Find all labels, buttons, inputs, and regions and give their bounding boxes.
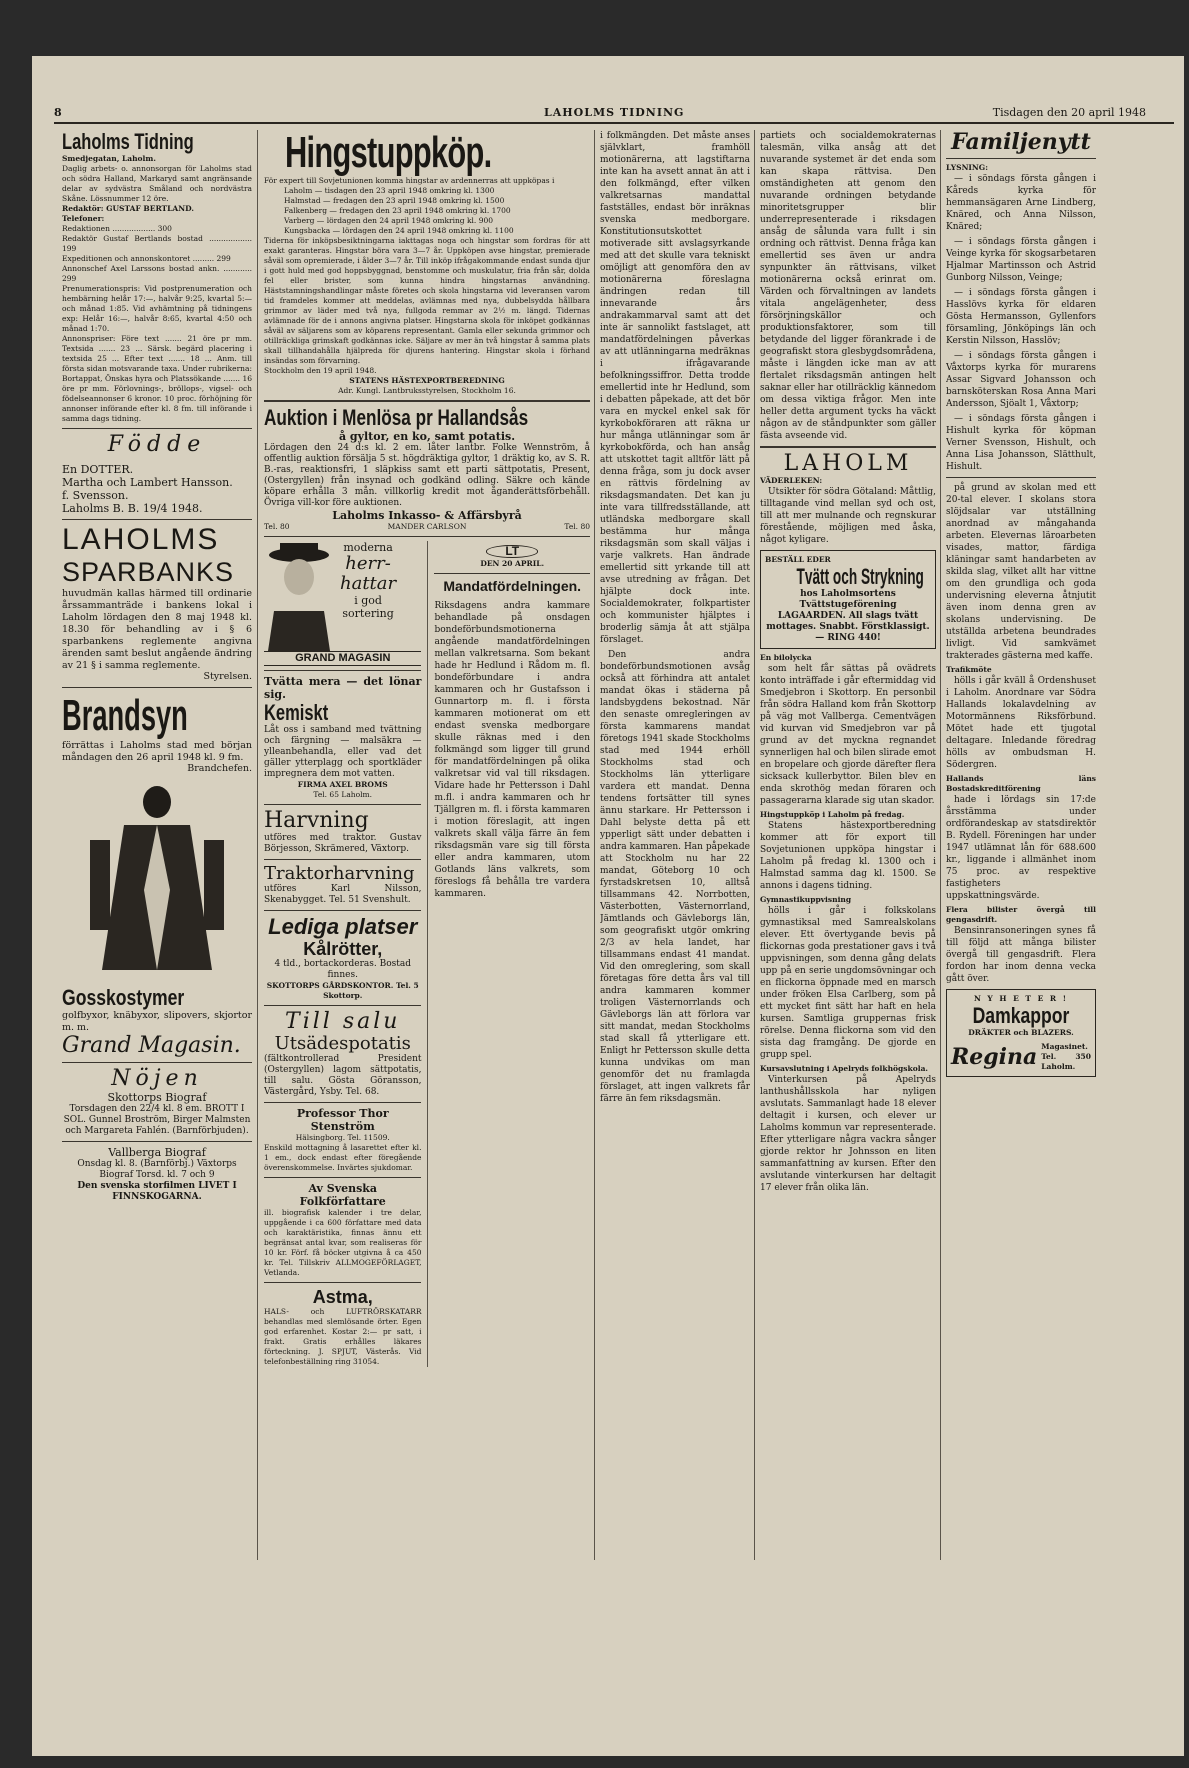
drakter-label: DRÄKTER och BLAZERS. bbox=[968, 1028, 1074, 1037]
lysning-item: — i söndags första gången i Hishult kyrka för köpman Verner Svensson, Hishult, och Anna Lisa Johansson, Slätthult, Hishult. bbox=[946, 414, 1096, 472]
vallberga-text: Onsdag kl. 8. (Barnförbj.) Växtorps Biograf Torsd. kl. 7 och 9 bbox=[77, 1159, 237, 1180]
lysning-item: — i söndags första gången i Veinge kyrka för skogsarbetaren Hjalmar Martinsson och Astrid Gunborg Nilsson, Veinge; bbox=[946, 237, 1096, 283]
page-date: Tisdagen den 20 april 1948 bbox=[992, 106, 1146, 119]
newspaper-page bbox=[32, 56, 1184, 1756]
hingstuppkop-heading: Hingstuppköp. bbox=[285, 130, 492, 177]
auktion-heading: Auktion i Menlösa pr Hallandsås bbox=[264, 405, 529, 430]
paper-title: Laholms Tidning bbox=[62, 130, 194, 154]
bilolycka-heading: En bilolycka bbox=[760, 653, 812, 662]
sparbank-notice: huvudmän kallas härmed till ordinarie årssammanträde i bankens lokal i Laholm lördagen den 8 maj 1948 kl. 18.30 för behandling av i § 6 sparbankens reglemente angivna ärenden samt beslut angående ändring av 21 § i samma reglemente. bbox=[62, 588, 252, 671]
lt-date: DEN 20 APRIL. bbox=[480, 558, 545, 568]
trafikmote-text: hölls i går kväll å Ordenshuset i Laholm. Anordnare var Södra Hallands lokalavdelning av Motormännens Riksförbund. Mötet hade ett tjugotal deltagare. Inledande föredrag hölls av ombudsman H. Södergren. bbox=[946, 676, 1096, 770]
goss-text: golfbyxor, knäbyxor, slipovers, skjortor m. m. bbox=[62, 1010, 252, 1033]
traktor-heading: Traktorharvning bbox=[264, 863, 415, 884]
tvatt-text: hos Laholmsortens Tvättstugeförening LAGAARDEN. All slags tvätt mottages. Snabbt. Förstklassigt. — RING 440! bbox=[766, 589, 930, 643]
birth-line: f. Svensson. bbox=[62, 489, 129, 502]
laholms-heading: LAHOLMS bbox=[62, 523, 220, 556]
bostad-text: hade i lördags sin 17:de årsstämma under ordförandeskap av statsdirektör B. Rydell. Föreningen har under 1947 utlämnat lån för 688.600 kr., liggande i allmänhet inom 75 proc. av respektive fastigheters uppskattningsvärde. bbox=[946, 795, 1096, 901]
subscription-prices: Prenumerationspris: Vid postprenumeration och hembärning helår 17:—, halvår 9:25, kvartal 5:— och månad 1:85. Vid avhämtning på tidningens exp: Helår 16:—, halvår 8:65, kvartal 4:50 och månad 1:70. bbox=[62, 284, 252, 333]
ad-prices: Annonspriser: Före text ....... 21 öre pr mm. Textsida ....... 23 ... Särsk. begärd placering i textsida 25 ... Efter text ....... 18 ... Anm. till första sidan motsvarande taxa. Under rubrikerna: Bortappat, Önskas hyra och Platssökande ....... 16 öre pr mm. Förlovnings-, bröllops-, vigsel- och födelseannonser 6 kronor. 10 proc. förhöjning för annonser införande efter kl. 8 fm. till införande i samma dags tidning. bbox=[62, 334, 252, 423]
mandat-continuation-2: Den andra bondeförbundsmotionen avsåg också att förhindra att antalet mandat ökas i städerna på landsbygdens bekostnad. När den senaste omregleringen av första kammarens mandat företogs 1941 skade Stockholms stad med 1944 erhöll Stockholms stad och Stockholms län ytterligare vardera ett mandat. Denna tendens fortsätter till synes ännu starkare. Hr Pettersson i Dahl belyste detta på ett ypperligt sätt under debatten i andra kammaren. Han påpekade att Stockholm nu har 22 mandat, Göteborg 10 och fyrstadskretsen 10, alltså tillsammans 42. Norrbotten, Västerbotten, Västernorrland, Jämtlands och Gävleborgs län, som geografiskt utgör omkring 2/3 av hela landet, har tillsammans endast 41 mandat. Vid den omreglering, som skall företagas före detta års val till andra kammaren kommer troligen Västernorrlands och Gävleborgs län att förlora var sitt mandat, medan Stockholms stad skall få ytterligare ett. Enligt hr Pettersson skulle detta kunna undvikas om man genomför det nu framlagda förslaget, att ingen valkrets får färre än fem riksdagsmän. bbox=[600, 650, 750, 1104]
auktion-byra: Laholms Inkasso- & Affärsbyrå bbox=[332, 509, 522, 522]
gymnastik-heading: Gymnastikuppvisning bbox=[760, 895, 852, 904]
mandat-article bbox=[434, 541, 590, 1367]
grand-magasin-label: GRAND MAGASIN bbox=[264, 651, 421, 666]
column-2 bbox=[264, 130, 590, 1560]
hingst-date: Stockholm den 19 april 1948. bbox=[264, 366, 377, 375]
hingst-place-row: Laholm — tisdagen den 23 april 1948 omkring kl. 1300 bbox=[284, 186, 495, 195]
regina-tel: Magasinet. Tel. 350 Laholm. bbox=[1041, 1042, 1091, 1071]
auktion-tel-row: Tel. 80 MANDER CARLSON Tel. 80 bbox=[264, 522, 590, 531]
mandat-text: Riksdagens andra kammare behandlade på onsdagen bondeförbundsmotionerna angående mandatfördelningen mellan valkretsarna. Som bekant hade hr Hedlund i Rådom m. fl. bondeförbundare i andra kammaren och hr Gustafsson i Gunnartorp m. fl. i första kammaren motionerat om ett endast svenska medborgare skulle räknas med i den folkmängd som ligger till grund för mandatfördelningen på olika valkretsar vid val till riksdagen. Vidare hade hr Pettersson i Dahl m.fl. i andra kammaren och hr Tjällgren m. fl. i första kammaren i motion föreslagit, att ingen valkrets skall välja färre än fem riksdagsmän vare sig till första eller andra kammaren, utom Gotlands läns valkrets, som föreslogs få behålla tre vardera kammaren. bbox=[434, 600, 590, 899]
column-5 bbox=[946, 130, 1096, 1560]
hingst-fre-heading: Hingstuppköp i Laholm på fredag. bbox=[760, 810, 905, 819]
birth-line: En DOTTER. bbox=[62, 463, 134, 476]
harvning-heading: Harvning bbox=[264, 808, 369, 833]
column-4 bbox=[760, 130, 936, 1560]
hat-line: sortering bbox=[342, 607, 394, 620]
masthead: LAHOLMS TIDNING bbox=[544, 106, 685, 119]
prof-heading: Professor Thor Stenström bbox=[296, 1107, 389, 1133]
gosskostymer-heading: Gosskostymer bbox=[62, 985, 185, 1010]
birth-line: Martha och Lambert Hansson. bbox=[62, 476, 233, 489]
trafikmote-heading: Trafikmöte bbox=[946, 665, 992, 674]
traktor-text: utföres Karl Nilsson, Skenabygget. Tel. 51 Svenshult. bbox=[264, 884, 422, 905]
paper-editor: Redaktör: GUSTAF BERTLAND. bbox=[62, 204, 194, 213]
auktion-text: Lördagen den 24 d:s kl. 2 em. låter lantbr. Folke Wennström, å offentlig auktion försälja 5 st. högdräktiga gyltor, 1 dräktig ko, av S. R. B.-ras, reaktionsfri, 1 släpkiss samt ett parti sättpotatis, Present, (Ostergyllen) från insynad och godkänd odling. Säkre och kände köpare erhålla 3 mån. villkorlig kredit mot åganderättsförbehåll. Övriga vill-kor före auktionen. bbox=[264, 443, 590, 508]
phone-line: Expeditionen och annonskontoret ......... 299 bbox=[62, 254, 231, 263]
skottorp-title: Skottorps Biograf bbox=[107, 1091, 207, 1104]
mandat-heading: Mandatfördelningen. bbox=[443, 577, 582, 594]
paper-info: Daglig arbets- o. annonsorgan för Laholms stad och södra Halland, Markaryd samt angränsande delar av sydvästra Småland och nordvästra Skåne. Lössnummer 12 öre. bbox=[62, 164, 252, 203]
grand-magasin-heading: Grand Magasin. bbox=[62, 1033, 241, 1058]
folkfattare-heading: Av Svenska Folkförfattare bbox=[299, 1182, 386, 1208]
lysning-item: — i söndags första gången i Kåreds kyrka för hemmansägaren Arne Lindberg, Knäred, och Anna Nilsson, Knäred; bbox=[946, 174, 1096, 232]
paper-address: Smedjegatan, Laholm. bbox=[62, 154, 156, 163]
vallberga-film: Den svenska storfilmen LIVET I FINNSKOGARNA. bbox=[77, 1181, 237, 1202]
hat-man-illustration bbox=[264, 541, 334, 651]
brandsyn-text: förrättas i Laholms stad med början måndagen den 26 april 1948 kl. 9 fm. bbox=[62, 739, 252, 763]
prof-text: Enskild mottagning å lasarettet efter kl. 1 em., dock endast efter föregående överenskommelse. Invärtes sjukdomar. bbox=[264, 1143, 422, 1172]
vallberga-title: Vallberga Biograf bbox=[108, 1146, 206, 1159]
phones-label: Telefoner: bbox=[62, 214, 105, 223]
tvatta-firma: FIRMA AXEL BROMS bbox=[297, 780, 388, 789]
skottorp-text: Torsdagen den 22/4 kl. 8 em. BROTT I SOL. Gunnel Broström, Birger Malmsten och Margareta Fahlén. (Barnförbjuden). bbox=[63, 1104, 251, 1136]
phone-line: Annonschef Axel Larssons bostad ankn. ............ 299 bbox=[62, 264, 252, 283]
birth-line: Laholms B. B. 19/4 1948. bbox=[62, 502, 203, 515]
col4-text: partiets och socialdemokraternas talesmän, vilka ansåg att det nuvarande systemet är det enda som kan skapa rättvisa. Den omständigheten att genom den nuvarande ordningen betydande minoritetsgrupper blir underrepresenterade i riksdagen ansåg de sålunda vara fullt i sin ordning och rättvist. Denna fråga kan emellertid ses även ur andra synpunkter än rättvisans, vilket motionärerna också erinrat om. Värden och förvaltningen av landets vitala angelägenheter, dess försörjningskällor och produktionsfaktorer, som till betydande del ligger förankrade i de geografiskt stora glesbygdsområdena, måste i längden icke man av att flertalet riksdagsmän antingen helt saknar eller har otillräcklig kännedom om dessa viktiga frågor. Men inte heller detta argument tycks ha väckt någon av de ståndpunkter som gäller fästa avseende vid. bbox=[760, 131, 936, 441]
familjenytt-heading: Familjenytt bbox=[951, 130, 1091, 155]
lysning-item: — i söndags första gången i Våxtorps kyrka för murarens Assar Sigvard Johansson och barnsköterskan Rosa Anna Mari Andersson, Sjöalt 1, Våxtorp; bbox=[946, 351, 1096, 409]
hat-line: moderna bbox=[343, 541, 393, 554]
vaderleken-label: VÄDERLEKEN: bbox=[760, 476, 823, 485]
astma-text: HALS- och LUFTRÖRSKATARR behandlas med slemlösande örter. Egen god erfarenhet. Kostar 2:— pr satt, i frakt. Gratis erhålles läkares förteckning. J. SPJUT, Västerås. Vid telefonbeställning ring 31054. bbox=[264, 1307, 422, 1366]
phone-line: Redaktionen .................. 300 bbox=[62, 224, 172, 233]
hat-ad bbox=[264, 541, 421, 1367]
kalrotter-sign: SKOTTORPS GÅRDSKONTOR. Tel. 5 Skottorp. bbox=[266, 981, 419, 1000]
column-3 bbox=[600, 130, 750, 1560]
suit-illustration bbox=[62, 780, 252, 980]
lysning-item: — i söndags första gången i Hasslövs kyrka för eldaren Gösta Hermansson, Gyllenfors församling, Jönköpings län och Kerstin Nilsson, Hasslöv; bbox=[946, 288, 1096, 346]
nojen-heading: Nöjen bbox=[111, 1066, 203, 1091]
column-1 bbox=[62, 130, 252, 1560]
damkappor-heading: Damkappor bbox=[972, 1003, 1070, 1028]
hingst-place-row: Kungsbacka — lördagen den 24 april 1948 omkring kl. 1100 bbox=[284, 226, 514, 235]
brandsyn-signature: Brandchefen. bbox=[187, 762, 252, 774]
till-salu-heading: Till salu bbox=[285, 1009, 401, 1034]
flera-text: Bensinransoneringen synes få till följd att många bilister övergå till gengasdrift. Flera fordon har inom denna vecka gått över. bbox=[946, 926, 1096, 984]
kemiskt-heading: Kemiskt bbox=[264, 700, 329, 725]
hat-line: hattar bbox=[340, 573, 397, 594]
lediga-heading: Lediga platser bbox=[268, 914, 418, 939]
tvatta-heading: Tvätta mera — det lönar sig. bbox=[264, 675, 422, 701]
hingst-place-row: Falkenberg — fredagen den 23 april 1948 omkring kl. 1700 bbox=[284, 206, 511, 215]
sparbank-signature: Styrelsen. bbox=[203, 671, 252, 682]
hingst-body: Tiderna för inköpsbesiktningarna iakttagas noga och hingstar som fordras för att exakt garanteras. Hingstar böra vara 3—7 år. Uppköpen avse hingstar, premierade såväl som opremierade, i ålder 3—7 år. Till inköp ifrågakommande endast sunda djur i gott huld med god hoppsbyggnad, benstomme och muskulatur, fria från sår, dolda fel eller brister, som kunna hindra hingstarnas användning. Häststamningshandlingar måste företes och skola hingstarna vid leveransen varom tid framdeles kommer att meddelas, avlämnas med nya, dubbelsydda hållbara grimmor av läder med två nya, fullgoda remmar av 2½ m. längd. Tidernas avlämnade för de i annons angivna platser. Hingstarna skola för inköpet godkännas såväl av säljarens som av köparens representant. Gamla eller sekunda grimmor och otillräckliga grimskaft godkännas icke. Säljare av mer än två hingstar å samma plats skall tillhandahålla hjälpreda för djurens hantering. Hingstar skola i förhand insändas som förvarning. bbox=[264, 236, 590, 365]
laholm-heading: LAHOLM bbox=[783, 451, 913, 476]
slojd-text: på grund av skolan med ett 20-tal elever. I skolans stora slöjdsalar var utställning anordnad av mångahanda arbeten. Elevernas läroarbeten visades, mattor, färdiga kläningar samt handarbeten av skilda slag, vilket allt har vittne om den grundliga och goda undervisning eleverna åtnjutit även inom denna gren av skolans undervisning. De utställda arbetena beundrades livligt. Vid samkvämet trakterades gästerna med kaffe. bbox=[946, 483, 1096, 661]
utsade-text: (fältkontrollerad President (Ostergyllen) lagom sättpotatis, till salu. Gösta Göransson, Västergård, Ysby. Tel. 68. bbox=[264, 1054, 422, 1097]
kalrotter-text: 4 tld., bortackorderas. Bostad finnes. bbox=[274, 959, 412, 980]
hingst-intro: För expert till Sovjetunionen komma hingstar av ardennerras att uppköpas i bbox=[264, 176, 555, 185]
mandat-continuation: i folkmängden. Det måste anses självklart, framhöll motionärerna, att lagstiftarna inte kan ha avsett annat än att i den folkmängd, efter vilken valkretsarnas mandattal fastställes, endast bör inräknas svenska medborgare. Konstitutionsutskottet motiverade sitt avslagsyrkande med att det skulle vara tekniskt omöjligt att genomföra den av motionärerna föreslagna ändringen redan till innevarande års andrakammarval samt att det inte är sannolikt fastslaget, att mandatfördelningen påverkas av att utlänningarna medräknas i ifrågavarande befolkningssiffror. Detta trodde emellertid inte hr Hedlund, som i debatten påpekade, att det bör vara en myckel enkel sak för kyrkobokföraren att räkna ur hur många utlänningar som är kyrkobokförda, och han ansåg att utskottet tagit alltför lätt på denna fråga, som ju dock avser en rättvis fördelning av riksdagsmandaten. Det kan ju inte vara tillfredsställande, att utländska medborgare skall bestämma hur många riksdagsmän som skall väljas i varje valkrets. Han ändrade emellertid sitt yrkande till att avse utredning av frågan. Det hjälpte dock inte. Socialdemokrater, folkpartister och kommunister hjälptes i broderlig sämja åt att stjälpa förslaget. bbox=[600, 131, 750, 645]
auktion-sub: å gyltor, en ko, samt potatis. bbox=[338, 430, 516, 443]
bostad-heading: Hallands läns Bostadskreditförening bbox=[946, 774, 1096, 793]
tvatta-tel: Tel. 65 Laholm. bbox=[313, 790, 373, 799]
lysning-label: LYSNING: bbox=[946, 163, 988, 172]
prof-place: Hälsingborg. Tel. 11509. bbox=[295, 1133, 390, 1142]
folkfattare-text: ill. biografisk kalender i tre delar, uppgående i ca 600 författare med data och karaktäristika, finnas ännu ett begränsat antal kvar, som realiseras för 10 kr. Förf. få böcker utgivna å ca 450 kr. Tel. Tillskriv ALLMOGEFÖRLAGET, Vetlanda. bbox=[264, 1208, 422, 1277]
brandsyn-heading: Brandsyn bbox=[62, 690, 188, 740]
hingst-place-row: Halmstad — fredagen den 23 april 1948 omkring kl. 1500 bbox=[284, 196, 505, 205]
tvatt-heading: Tvätt och Strykning bbox=[796, 564, 924, 589]
tvatta-text: Låt oss i samband med tvättning och färgning — malsäkra — ylleanbehandla, eller vad det gäller ytterplagg och sportkläder impregnera dem mot vatten. bbox=[264, 725, 422, 779]
phone-line: Redaktör Gustaf Bertlands bostad .................. 199 bbox=[62, 234, 252, 253]
page-header bbox=[54, 106, 1174, 124]
fodde-heading: Födde bbox=[107, 432, 207, 457]
kalrotter-heading: Kålrötter, bbox=[303, 939, 383, 959]
nyheter-label: N Y H E T E R ! bbox=[973, 994, 1069, 1003]
regina-ad bbox=[946, 989, 1096, 1077]
hingst-sign2: Adr. Kungl. Lantbruksstyrelsen, Stockholm 16. bbox=[338, 386, 516, 395]
hingst-sign1: STATENS HÄSTEXPORTBEREDNING bbox=[349, 376, 505, 385]
bestall-label: BESTÄLL EDER bbox=[765, 555, 831, 564]
gymnastik-text: hölls i går i folkskolans gymnastiksal med Samrealskolans elever. Ett övertygande bevis på flickornas goda prestationer gavs i två uppvisningen, som denna gång delats upp på en serie ungdomsövningar och en flickorna öppnade med en marsch under fröken Elsa Carlberg, som på ett mycket fint sätt har haft en hela kursen. Samtliga gruppernas frisk rörelse. Denna flickorna som vid den sista dag framgång. De gjorde en grupp spel. bbox=[760, 906, 936, 1060]
hingst-place-row: Varberg — lördagen den 24 april 1948 omkring kl. 900 bbox=[284, 216, 494, 225]
bilolycka-text: som helt får sättas på ovädrets konto inträffade i går eftermiddag vid Smedjebron i Skottorp. En personbil från södra Halland kom från Skottorp på väg mot Vallberga. Cementvägen vid kurvan vid Smedjebron var på grund av det myckna regnandet synnerligen hal och bilen slirade emot en bropelare och gjorde därefter flera sicksack kullerbyttor. Bilen blev en enda skrothög medan föraren och passagerarna klarade sig utan skador. bbox=[760, 664, 936, 806]
tvatt-ad bbox=[760, 550, 936, 649]
kurs-heading: Kursavslutning i Apelryds folkhögskola. bbox=[760, 1064, 929, 1073]
utsade-heading: Utsädespotatis bbox=[274, 1033, 411, 1054]
lt-badge: LT bbox=[486, 545, 538, 558]
hat-line: herr- bbox=[345, 553, 391, 574]
kurs-text: Vinterkursen på Apelryds lanthushållsskola har nyligen avslutats. Sammanlagt hade 18 elever deltagit i kursen, och elever ur Laholms kommun var representerade. Efter ytterligare några vackra sånger gjorde rektor hr Johnsson en liten sammanfattning av kursen. Efter den avslutande vinterkursen har deltagit 17 elever från olika län. bbox=[760, 1075, 936, 1193]
astma-heading: Astma, bbox=[312, 1287, 373, 1307]
page-number: 8 bbox=[54, 106, 62, 119]
hat-line: i god bbox=[354, 594, 382, 607]
flera-heading: Flera bilister övergå till gengasdrift. bbox=[946, 905, 1096, 924]
sparbanks-heading: SPARBANKS bbox=[62, 557, 235, 587]
regina-logo: Regina bbox=[951, 1044, 1038, 1070]
harvning-text: utföres med traktor. Gustav Börjesson, Skrämered, Växtorp. bbox=[264, 833, 422, 854]
hingst-fre-text: Statens hästexportberedning kommer att för export till Sovjetunionen uppköpa hingstar i Laholm på fredag kl. 1300 och i Halmstad samma dag kl. 1500. Se annons i dagens tidning. bbox=[760, 821, 936, 891]
vaderleken-text: Utsikter för södra Götaland: Måttlig, tilltagande vind mellan syd och ost, till att mer mulnande och regnskurar förestående, möjligen med åska, något kyligare. bbox=[760, 487, 936, 545]
